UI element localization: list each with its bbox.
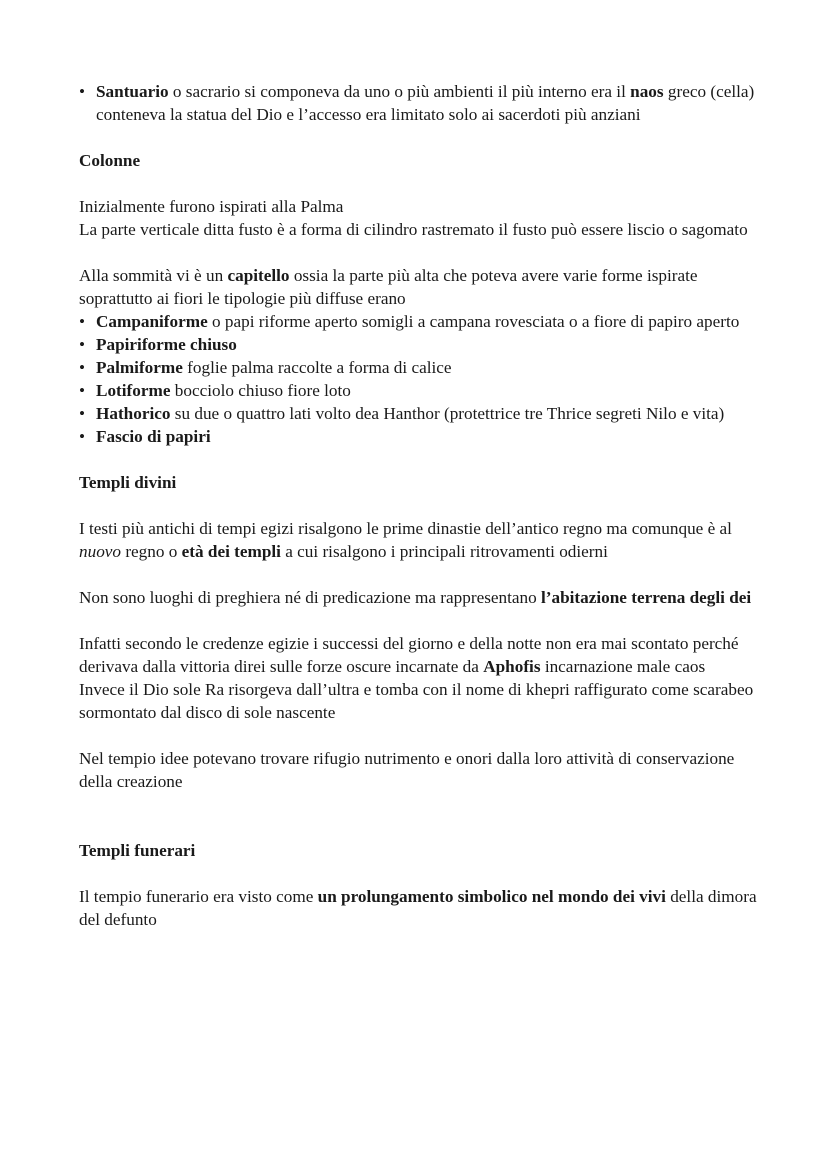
capitello-paragraph: Alla sommità vi è un capitello ossia la parte più alta che poteva avere varie forme ispirate soprattutto ai fiori le tipologie più diffuse erano: [79, 266, 698, 308]
list-item: • Lotiforme bocciolo chiuso fiore loto: [79, 379, 759, 402]
templi-divini-p3-line2: Invece il Dio sole Ra risorgeva dall’ultra e tomba con il nome di khepri raffigurato come scarabeo sormontato dal disco di sole nascente: [79, 680, 754, 722]
list-item: • Campaniforme o papi riforme aperto somigli a campana rovesciata o a fiore di papiro aperto: [79, 310, 759, 333]
heading-templi-funerari: Templi funerari: [79, 841, 196, 860]
term-santuario: Santuario: [96, 82, 169, 101]
templi-divini-p1: I testi più antichi di tempi egizi risalgono le prime dinastie dell’antico regno ma comunque è al nuovo regno o età dei templi a cui risalgono i principali ritrovamenti odierni: [79, 519, 732, 561]
document-page: [79, 80, 759, 931]
heading-colonne: Colonne: [79, 151, 141, 170]
capitello-types-list: [79, 310, 759, 448]
list-item: • Hathorico su due o quattro lati volto dea Hanthor (protettrice tre Thrice segreti Nilo e vita): [79, 402, 759, 425]
templi-divini-p4: Nel tempio idee potevano trovare rifugio nutrimento e onori dalla loro attività di conservazione della creazione: [79, 749, 735, 791]
list-item: • Fascio di papiri: [79, 425, 759, 448]
colonne-intro: Inizialmente furono ispirati alla Palma: [79, 197, 344, 216]
templi-divini-p3: Infatti secondo le credenze egizie i successi del giorno e della notte non era mai scontato perché derivava dalla vittoria direi sulle forze oscure incarnate da Aphofis incarnazione male caos: [79, 634, 739, 676]
templi-funerari-p1: Il tempio funerario era visto come un prolungamento simbolico nel mondo dei vivi della dimora del defunto: [79, 887, 757, 929]
templi-divini-p2: Non sono luoghi di preghiera né di predicazione ma rappresentano l’abitazione terrena degli dei: [79, 588, 752, 607]
term-capitello: capitello: [227, 266, 290, 285]
term-naos: naos: [630, 82, 664, 101]
list-item: • Palmiforme foglie palma raccolte a forma di calice: [79, 356, 759, 379]
santuario-text-cont: greco (cella) conteneva la statua del Dio e l’accesso era limitato solo ai sacerdoti più anziani: [96, 82, 755, 124]
heading-templi-divini: Templi divini: [79, 473, 177, 492]
list-item: • Papiriforme chiuso: [79, 333, 759, 356]
colonne-fusto: La parte verticale ditta fusto è a forma di cilindro rastremato il fusto può essere liscio o sagomato: [79, 220, 748, 239]
santuario-list: [79, 80, 759, 126]
santuario-text: o sacrario si componeva da uno o più ambienti il più interno era il: [168, 82, 631, 101]
list-item: [79, 80, 759, 126]
